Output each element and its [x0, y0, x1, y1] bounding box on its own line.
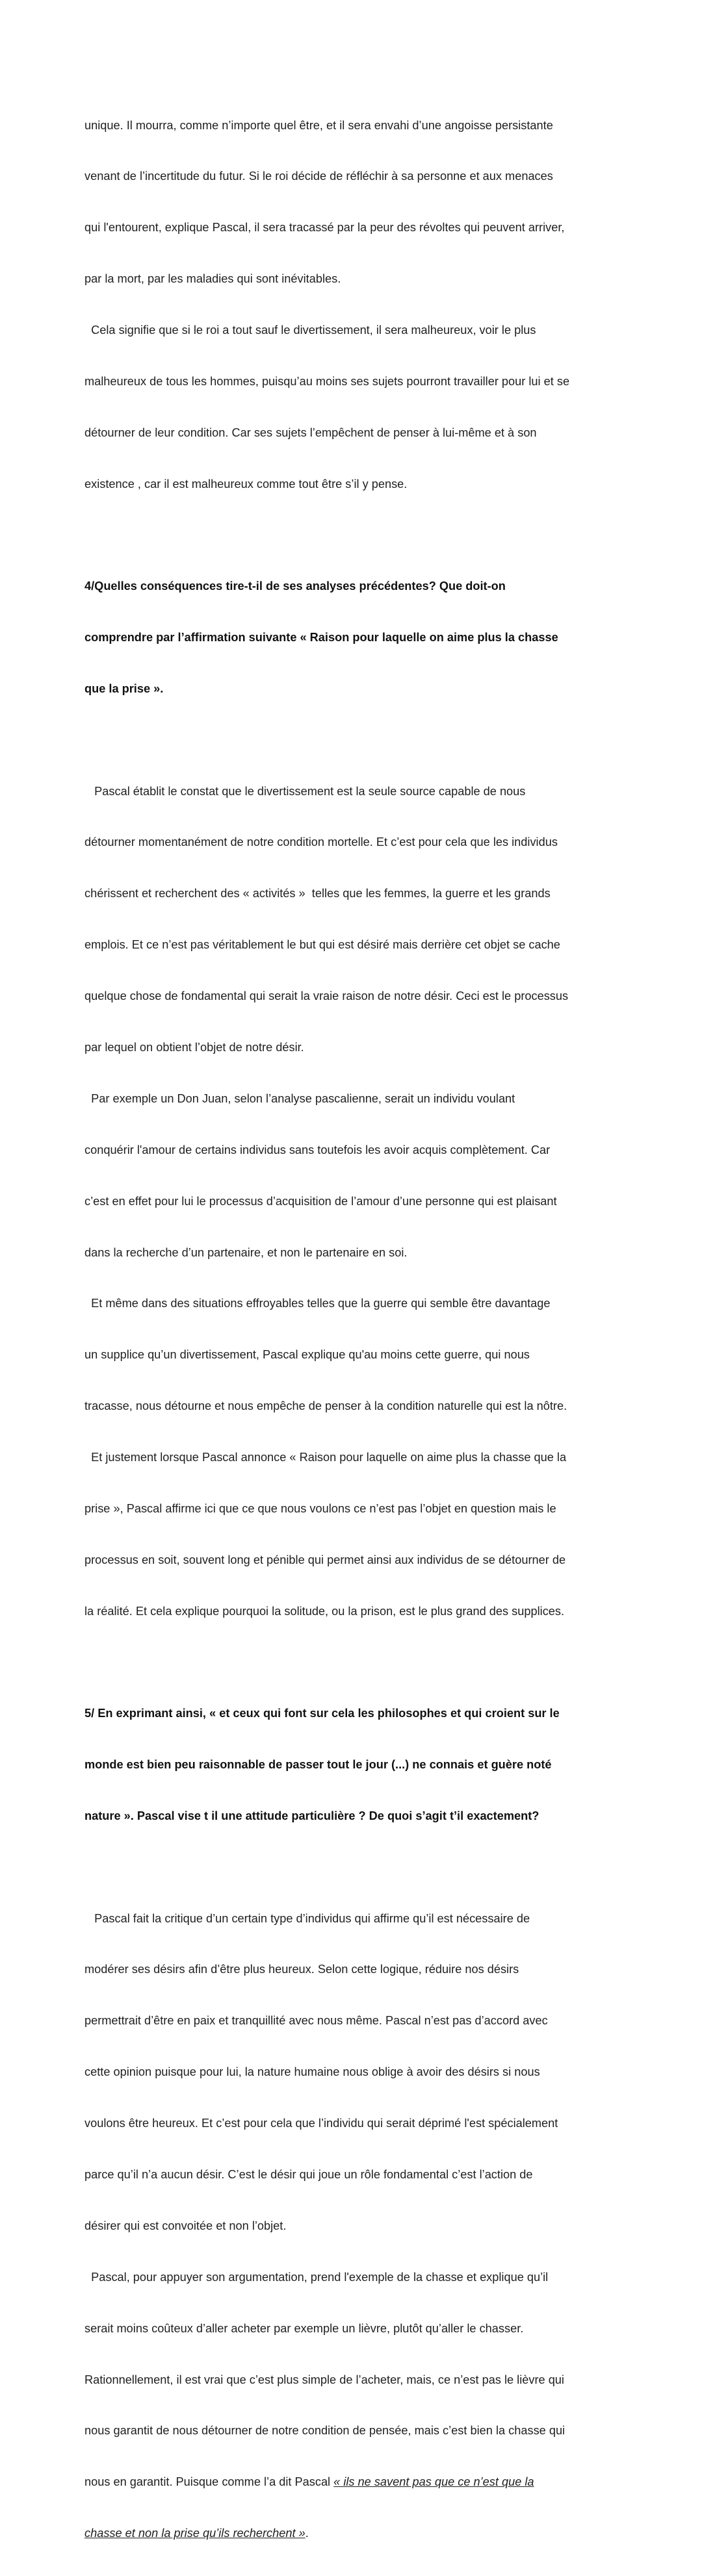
question-heading-5: [84, 1671, 624, 1859]
text-line: dans la recherche d’un partenaire, et non le partenaire en soi.: [84, 1245, 408, 1259]
text-line: qui l'entourent, explique Pascal, il sera tracassé par la peur des révoltes qui peuvent arriver,: [84, 221, 565, 235]
text-line: par lequel on obtient l’objet de notre désir.: [84, 1041, 304, 1054]
text-line: que la prise ».: [84, 682, 164, 696]
text-line: parce qu’il n’a aucun désir. C’est le désir qui joue un rôle fondamental c’est l’action de: [84, 2168, 533, 2182]
text-line: nous garantit de nous détourner de notre condition de pensée, mais c’est bien la chasse qui: [84, 2424, 566, 2438]
text-line: un supplice qu’un divertissement, Pascal explique qu'au moins cette guerre, qui nous: [84, 1348, 530, 1362]
text-line: désirer qui est convoitée et non l’objet.: [84, 2219, 287, 2232]
text-line: existence , car il est malheureux comme tout être s’il y pense.: [84, 477, 408, 491]
citation-link[interactable]: chasse et non la prise qu’ils recherchent »: [84, 2527, 306, 2540]
text-line: détourner de leur condition. Car ses sujets l’empêchent de penser à lui-même et à son: [84, 426, 537, 439]
text-fragment: nous en garantit. Puisque comme l’a dit Pascal: [84, 2475, 334, 2489]
document-page: [84, 83, 624, 2576]
text-line: Et même dans des situations effroyables telles que la guerre qui semble être davantage: [84, 1297, 551, 1310]
body-paragraph: [84, 83, 624, 527]
text-line: prise », Pascal affirme ici que ce que nous voulons ce n’est pas l’objet en question mais le: [84, 1502, 556, 1516]
text-line: monde est bien peu raisonnable de passer tout le jour (...) ne connais et guère noté: [84, 1758, 552, 1772]
text-line: tracasse, nous détourne et nous empêche de penser à la condition naturelle qui est la nôtre.: [84, 1399, 567, 1413]
spacer: [84, 1654, 624, 1671]
text-line: nature ». Pascal vise t il une attitude particulière ? De quoi s’agit t’il exactement?: [84, 1809, 540, 1823]
spacer: [84, 1859, 624, 1876]
text-line: Pascal, pour appuyer son argumentation, prend l'exemple de la chasse et explique qu’il: [84, 2270, 549, 2284]
text-line: processus en soit, souvent long et pénible qui permet ainsi aux individus de se détourner de: [84, 1553, 566, 1566]
spacer: [84, 732, 624, 748]
text-line: Et justement lorsque Pascal annonce « Raison pour laquelle on aime plus la chasse que la: [84, 1451, 567, 1464]
text-line: modérer ses désirs afin d’être plus heureux. Selon cette logique, réduire nos désirs: [84, 1963, 519, 1976]
text-line: c’est en effet pour lui le processus d’acquisition de l’amour d’une personne qui est plaisant: [84, 1194, 557, 1208]
text-line: la réalité. Et cela explique pourquoi la solitude, ou la prison, est le plus grand des supplices.: [84, 1604, 565, 1618]
spacer: [84, 527, 624, 544]
text-line: quelque chose de fondamental qui serait la vraie raison de notre désir. Ceci est le processus: [84, 989, 569, 1003]
text-line: cette opinion puisque pour lui, la nature humaine nous oblige à avoir des désirs si nous: [84, 2065, 540, 2079]
text-line: Pascal fait la critique d’un certain type d’individus qui affirme qu’il est nécessaire de: [84, 1911, 530, 1925]
text-line: Rationnellement, il est vrai que c’est plus simple de l’acheter, mais, ce n’est pas le lièvre qui: [84, 2373, 564, 2386]
body-paragraph: [84, 1876, 624, 2576]
text-line: voulons être heureux. Et c’est pour cela que l’individu qui serait déprimé l'est spécialement: [84, 2117, 558, 2130]
text-line: [84, 2473, 624, 2490]
text-line: Pascal établit le constat que le divertissement est la seule source capable de nous: [84, 784, 526, 798]
body-paragraph: [84, 748, 624, 1654]
text-line: serait moins coûteux d’aller acheter par exemple un lièvre, plutôt qu’aller le chasser.: [84, 2321, 524, 2335]
text-line: Cela signifie que si le roi a tout sauf le divertissement, il sera malheureux, voir le plus: [84, 324, 536, 337]
question-heading-4: [84, 544, 624, 732]
text-line: 4/Quelles conséquences tire-t-il de ses analyses précédentes? Que doit-on: [84, 580, 506, 593]
text-line: détourner momentanément de notre condition mortelle. Et c’est pour cela que les individus: [84, 835, 558, 849]
text-line: malheureux de tous les hommes, puisqu’au moins ses sujets pourront travailler pour lui et se: [84, 375, 570, 389]
text-line: unique. Il mourra, comme n’importe quel être, et il sera envahi d’une angoisse persistante: [84, 118, 553, 132]
text-line: [84, 2525, 624, 2542]
text-line: par la mort, par les maladies qui sont inévitables.: [84, 272, 341, 286]
text-fragment: .: [305, 2527, 309, 2540]
text-line: comprendre par l’affirmation suivante « Raison pour laquelle on aime plus la chasse: [84, 631, 558, 644]
text-line: emplois. Et ce n’est pas véritablement le but qui est désiré mais derrière cet objet se cache: [84, 938, 560, 952]
text-line: conquérir l'amour de certains individus sans toutefois les avoir acquis complètement. Car: [84, 1143, 551, 1156]
text-line: chérissent et recherchent des « activités » telles que les femmes, la guerre et les grands: [84, 887, 551, 900]
text-line: 5/ En exprimant ainsi, « et ceux qui font sur cela les philosophes et qui croient sur le: [84, 1707, 560, 1720]
text-line: Par exemple un Don Juan, selon l’analyse pascalienne, serait un individu voulant: [84, 1091, 515, 1105]
text-line: permettrait d’être en paix et tranquillité avec nous même. Pascal n’est pas d’accord avec: [84, 2014, 548, 2028]
citation-link[interactable]: « ils ne savent pas que ce n’est que la: [333, 2475, 534, 2489]
text-line: venant de l’incertitude du futur. Si le roi décide de réfléchir à sa personne et aux menaces: [84, 170, 553, 183]
